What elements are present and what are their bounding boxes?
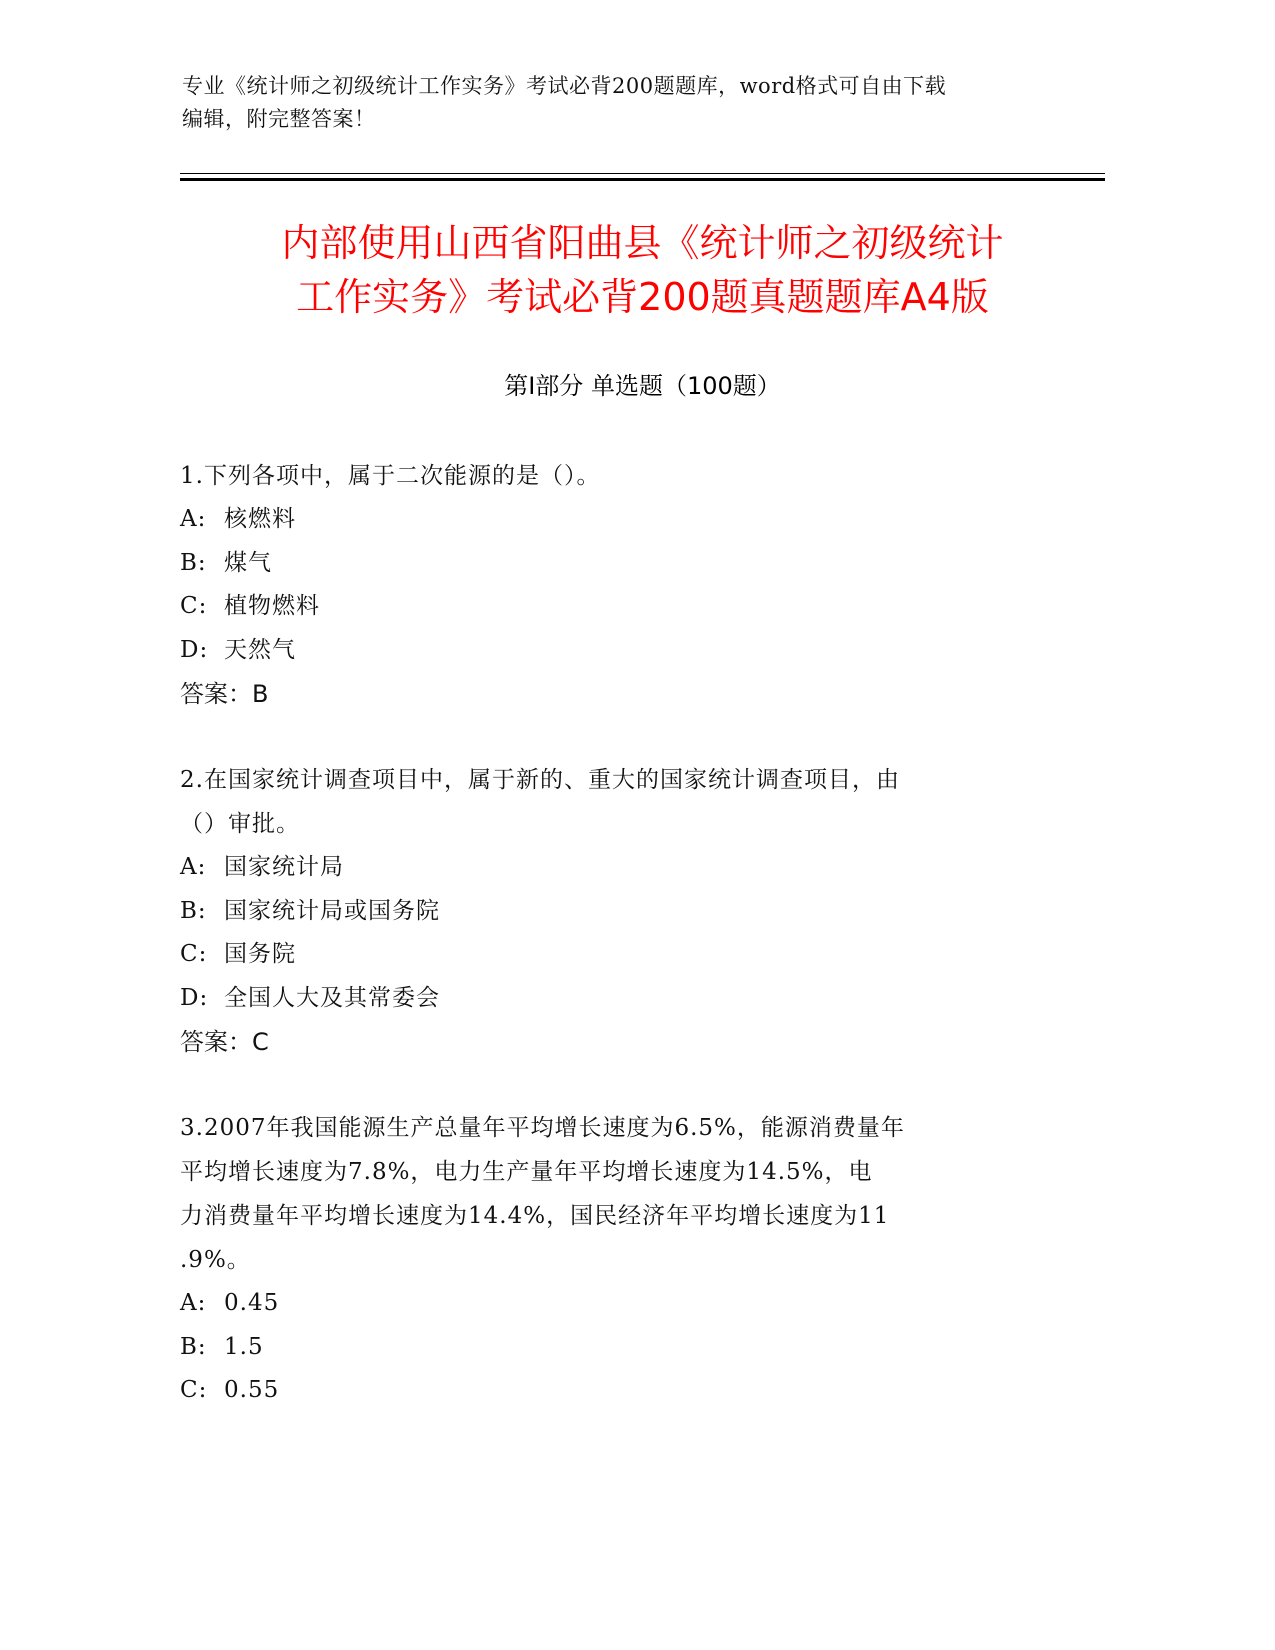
option-key: A: [180, 854, 207, 880]
header-note-line: 编辑，附完整答案！ [182, 107, 376, 131]
option-text: 天然气 [224, 636, 296, 663]
question-text-line: 3.2007年我国能源生产总量年平均增长速度为6.5%，能源消费量年 [180, 1115, 905, 1141]
option-b [180, 542, 1050, 586]
question-2 [180, 758, 1050, 1064]
question-1 [180, 454, 1050, 716]
question-text-line: 平均增长速度为7.8%，电力生产量年平均增长速度为14.5%，电 [180, 1159, 873, 1185]
header-divider-thin [180, 173, 1105, 174]
option-key: A: [180, 506, 207, 532]
option-a [180, 1282, 1050, 1326]
section-heading: 第Ⅰ部分 单选题（100题） [504, 372, 781, 400]
question-text-line: .9%。 [180, 1247, 251, 1273]
option-key: C: [180, 941, 208, 967]
option-text: 煤气 [224, 549, 272, 576]
answer: 答案：B [180, 680, 269, 708]
option-key: B: [180, 549, 207, 576]
option-c [180, 933, 1050, 977]
question-text [180, 454, 1050, 498]
option-key: D: [180, 984, 209, 1011]
answer: 答案：C [180, 1028, 269, 1056]
option-text: 0.55 [224, 1377, 280, 1403]
option-b [180, 1326, 1050, 1370]
option-text: 1.5 [224, 1333, 264, 1360]
option-key: B: [180, 1333, 207, 1360]
option-a [180, 498, 1050, 542]
header-note [182, 70, 1062, 136]
header-divider-thick [180, 178, 1105, 181]
header-note-line: 专业《统计师之初级统计工作实务》考试必背200题题库，word格式可自由下载 [182, 74, 947, 98]
option-key: A: [180, 1290, 207, 1316]
question-text [180, 758, 1050, 846]
option-c [180, 585, 1050, 629]
option-c [180, 1369, 1050, 1413]
option-key: C: [180, 1377, 208, 1403]
question-text-line: 2.在国家统计调查项目中，属于新的、重大的国家统计调查项目，由 [180, 767, 900, 793]
question-text [180, 1106, 1050, 1282]
option-key: D: [180, 636, 209, 663]
option-b [180, 890, 1050, 934]
option-text: 植物燃料 [224, 593, 320, 619]
document-title [180, 216, 1105, 324]
option-text: 国家统计局或国务院 [224, 897, 440, 924]
option-text: 国务院 [224, 941, 296, 967]
option-text: 核燃料 [224, 506, 296, 532]
document-title-line: 工作实务》考试必背200题真题题库A4版 [296, 275, 989, 319]
option-key: C: [180, 593, 208, 619]
question-3 [180, 1106, 1050, 1413]
option-text: 0.45 [224, 1290, 280, 1316]
question-text-line: 1.下列各项中，属于二次能源的是（）。 [180, 463, 601, 489]
question-text-line: 力消费量年平均增长速度为14.4%，国民经济年平均增长速度为11 [180, 1203, 890, 1229]
question-text-line: （）审批。 [180, 811, 300, 837]
option-text: 国家统计局 [224, 854, 344, 880]
option-a [180, 846, 1050, 890]
option-text: 全国人大及其常委会 [224, 984, 440, 1011]
option-key: B: [180, 897, 207, 924]
document-title-line: 内部使用山西省阳曲县《统计师之初级统计 [281, 221, 1004, 265]
option-d [180, 629, 1050, 673]
option-d [180, 977, 1050, 1021]
